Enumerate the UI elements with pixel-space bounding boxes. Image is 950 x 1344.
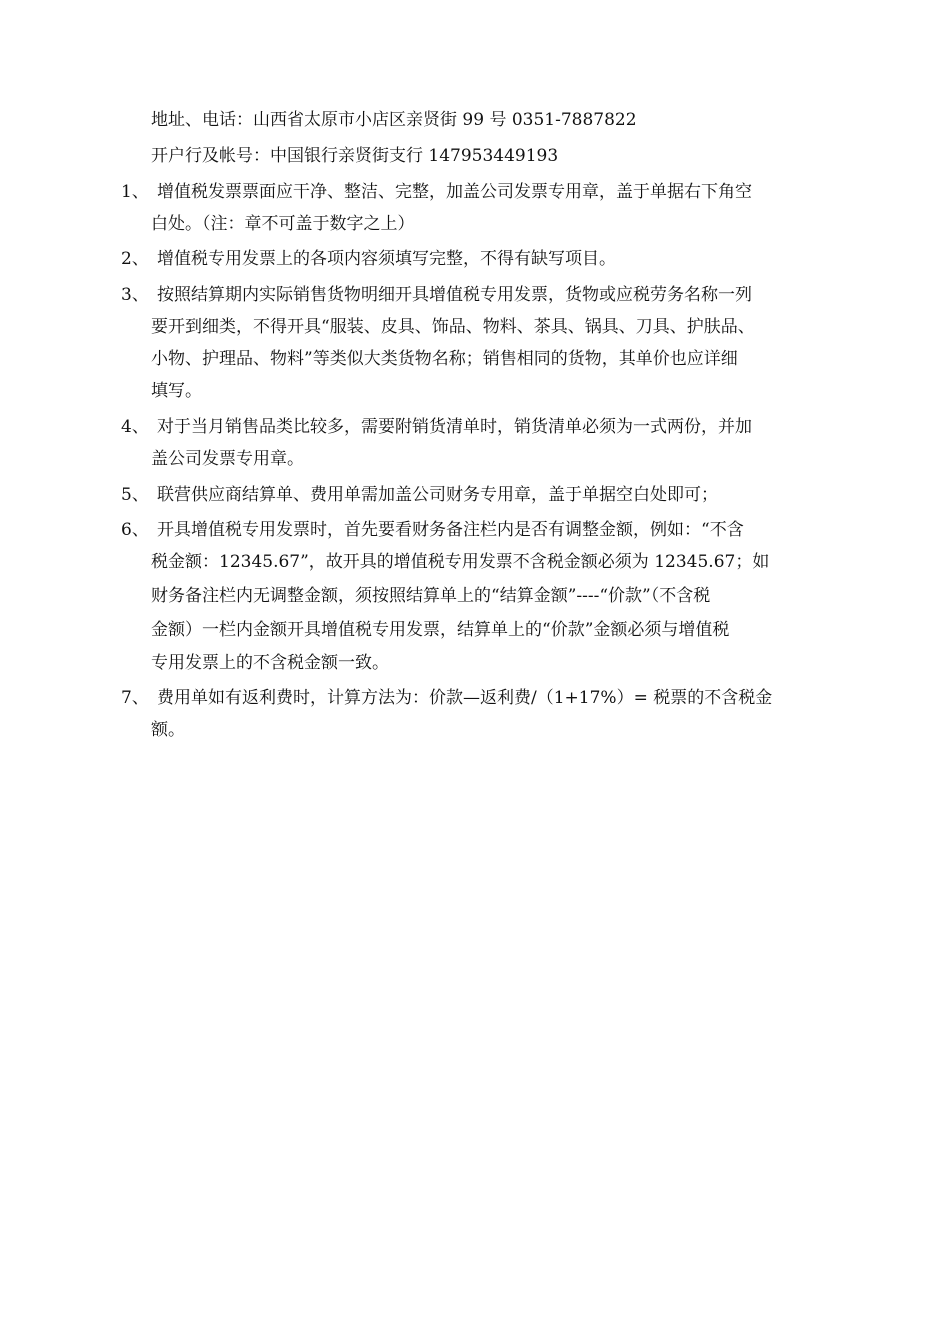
item-3-line-4: 填写。 [151,381,202,401]
item-1-line-2: 白处。（注：章不可盖于数字之上） [151,214,415,234]
item-2-number: 2、 [121,249,149,269]
item-7-number: 7、 [121,688,149,708]
address-phone-line: 地址、电话：山西省太原市小店区亲贤街 99 号 0351-7887822 [151,110,637,130]
item-6-line-5: 专用发票上的不含税金额一致。 [151,653,389,673]
item-3-line-2: 要开到细类，不得开具“服装、皮具、饰品、物料、茶具、锅具、刀具、护肤品、 [151,317,755,337]
item-4-line-1: 对于当月销售品类比较多，需要附销货清单时，销货清单必须为一式两份，并加 [157,417,752,437]
item-5-number: 5、 [121,485,149,505]
item-7-line-2: 额。 [151,720,185,740]
bank-account-line: 开户行及帐号：中国银行亲贤街支行 147953449193 [151,146,559,166]
item-6-number: 6、 [121,520,149,540]
item-1-line-1: 增值税发票票面应干净、整洁、完整，加盖公司发票专用章，盖于单据右下角空 [157,182,752,202]
item-7-line-1: 费用单如有返利费时，计算方法为：价款—返利费/（1+17%）= 税票的不含税金 [157,688,773,708]
item-4-number: 4、 [121,417,149,437]
item-1-number: 1、 [121,182,149,202]
item-3-line-1: 按照结算期内实际销售货物明细开具增值税专用发票，货物或应税劳务名称一列 [157,285,752,305]
item-5-line-1: 联营供应商结算单、费用单需加盖公司财务专用章，盖于单据空白处即可； [157,485,718,505]
item-6-line-4: 金额）一栏内金额开具增值税专用发票，结算单上的“价款”金额必须与增值税 [151,620,730,640]
item-3-line-3: 小物、护理品、物料”等类似大类货物名称；销售相同的货物，其单价也应详细 [151,349,738,369]
item-4-line-2: 盖公司发票专用章。 [151,449,304,469]
item-6-line-2: 税金额：12345.67”，故开具的增值税专用发票不含税金额必须为 12345.67；如 [151,552,770,572]
item-3-number: 3、 [121,285,149,305]
item-2-line-1: 增值税专用发票上的各项内容须填写完整，不得有缺写项目。 [157,249,616,269]
item-6-line-1: 开具增值税专用发票时，首先要看财务备注栏内是否有调整金额，例如：“不含 [157,520,744,540]
item-6-line-3: 财务备注栏内无调整金额，须按照结算单上的“结算金额”----“价款”（不含税 [151,586,711,606]
